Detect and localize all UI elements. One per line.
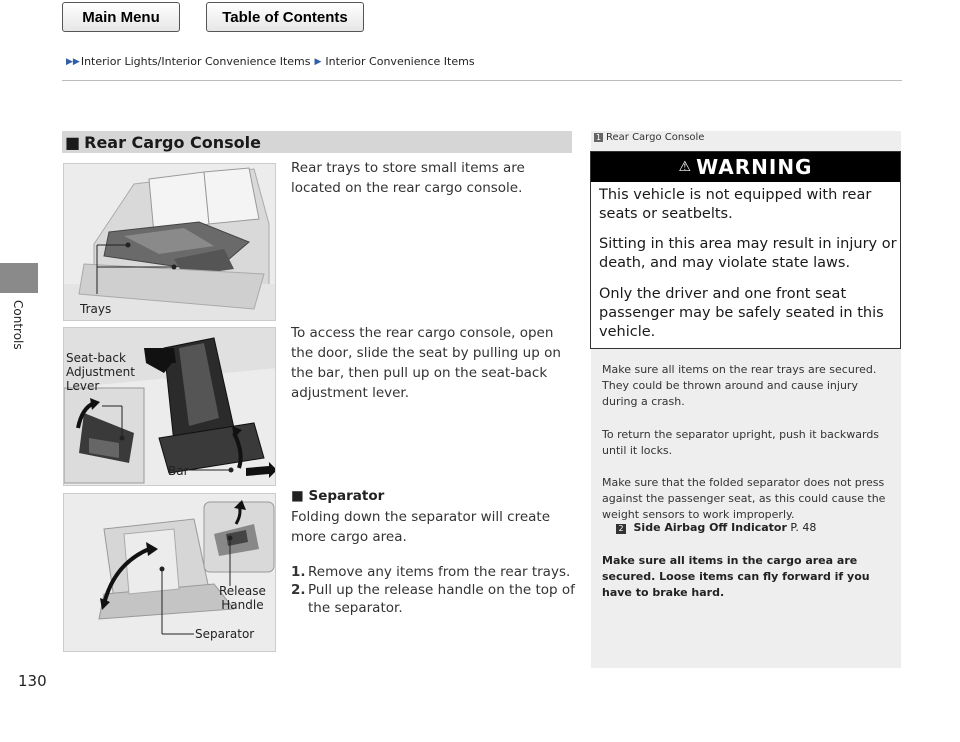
breadcrumb-link-1[interactable]: Interior Lights/Interior Convenience Items <box>80 55 311 68</box>
note-return-separator: To return the separator upright, push it backwards until it locks. <box>602 428 880 457</box>
breadcrumb <box>66 55 475 68</box>
note-cargo-secured: Make sure all items in the cargo area are secured. Loose items can fly forward if you have to brake hard. <box>602 554 870 599</box>
cross-reference-link[interactable] <box>616 521 816 534</box>
separator-subheading-text: Separator <box>308 488 385 504</box>
list-item <box>291 581 576 617</box>
breadcrumb-link-2[interactable]: Interior Convenience Items <box>325 55 475 68</box>
sidebar-title-text: Rear Cargo Console <box>606 132 705 143</box>
sidebar-title <box>594 132 704 143</box>
warning-triangle-icon: ⚠ <box>678 159 693 175</box>
header-divider <box>62 80 902 81</box>
lever-label-line1: Seat-back <box>66 351 126 365</box>
reference-arrow-icon: 2 <box>616 524 626 534</box>
xref-page: P. 48 <box>790 521 817 534</box>
warning-text-3: Only the driver and one front seat passenger may be safely seated in this vehicle. <box>599 286 884 340</box>
page-number: 130 <box>18 672 47 690</box>
separator-callout: Separator <box>195 627 255 641</box>
breadcrumb-arrow-icon: ▶▶ <box>66 56 80 67</box>
chapter-tab <box>0 263 38 293</box>
xref-title[interactable]: Side Airbag Off Indicator <box>633 521 787 534</box>
step-text: Pull up the release handle on the top of the separator. <box>308 582 575 616</box>
warning-header <box>591 152 900 182</box>
separator-subheading <box>291 488 384 504</box>
note-secure-items: Make sure all items on the rear trays are secured. They could be thrown around and cause injury during a crash. <box>602 363 877 408</box>
lever-label-line2: Adjustment <box>66 365 135 379</box>
rear-trays-illustration <box>63 163 276 321</box>
step-text: Remove any items from the rear trays. <box>308 564 571 580</box>
square-bullet-icon: ■ <box>291 488 304 504</box>
main-menu-button[interactable]: Main Menu <box>62 2 180 32</box>
breadcrumb-arrow-icon: ▶ <box>314 56 322 67</box>
warning-text-1: This vehicle is not equipped with rear seats or seatbelts. <box>599 187 872 222</box>
list-item <box>291 563 576 581</box>
section-title: Rear Cargo Console <box>84 132 261 152</box>
seat-back-lever-callout <box>66 351 135 393</box>
warning-box <box>590 151 901 349</box>
seat-adjustment-illustration <box>63 327 276 486</box>
release-handle-callout <box>219 584 266 612</box>
step-number: 1. <box>291 564 306 580</box>
step-number: 2. <box>291 582 306 598</box>
trays-description: Rear trays to store small items are located on the rear cargo console. <box>291 160 525 196</box>
note-weight-sensors: Make sure that the folded separator does not press against the passenger seat, as this could cause the weight sensors to work improperly. <box>602 476 886 521</box>
note-marker-icon: 1 <box>595 133 602 142</box>
lever-label-line3: Lever <box>66 379 100 393</box>
release-label-line1: Release <box>219 584 266 598</box>
chapter-label: Controls <box>11 300 25 350</box>
bar-callout: Bar <box>168 464 189 478</box>
square-bullet-icon: ■ <box>65 132 81 152</box>
warning-text-2: Sitting in this area may result in injury or death, and may violate state laws. <box>599 236 897 271</box>
section-heading <box>62 131 572 153</box>
separator-steps <box>291 563 576 617</box>
separator-illustration <box>63 493 276 652</box>
release-label-line2: Handle <box>221 598 264 612</box>
warning-label: WARNING <box>696 155 813 179</box>
separator-description: Folding down the separator will create more cargo area. <box>291 509 551 545</box>
table-of-contents-button[interactable]: Table of Contents <box>206 2 364 32</box>
trays-callout: Trays <box>80 302 112 316</box>
access-instructions: To access the rear cargo console, open the door, slide the seat by pulling up on the bar, then pull up on the seat-back adjustment lever. <box>291 325 561 401</box>
